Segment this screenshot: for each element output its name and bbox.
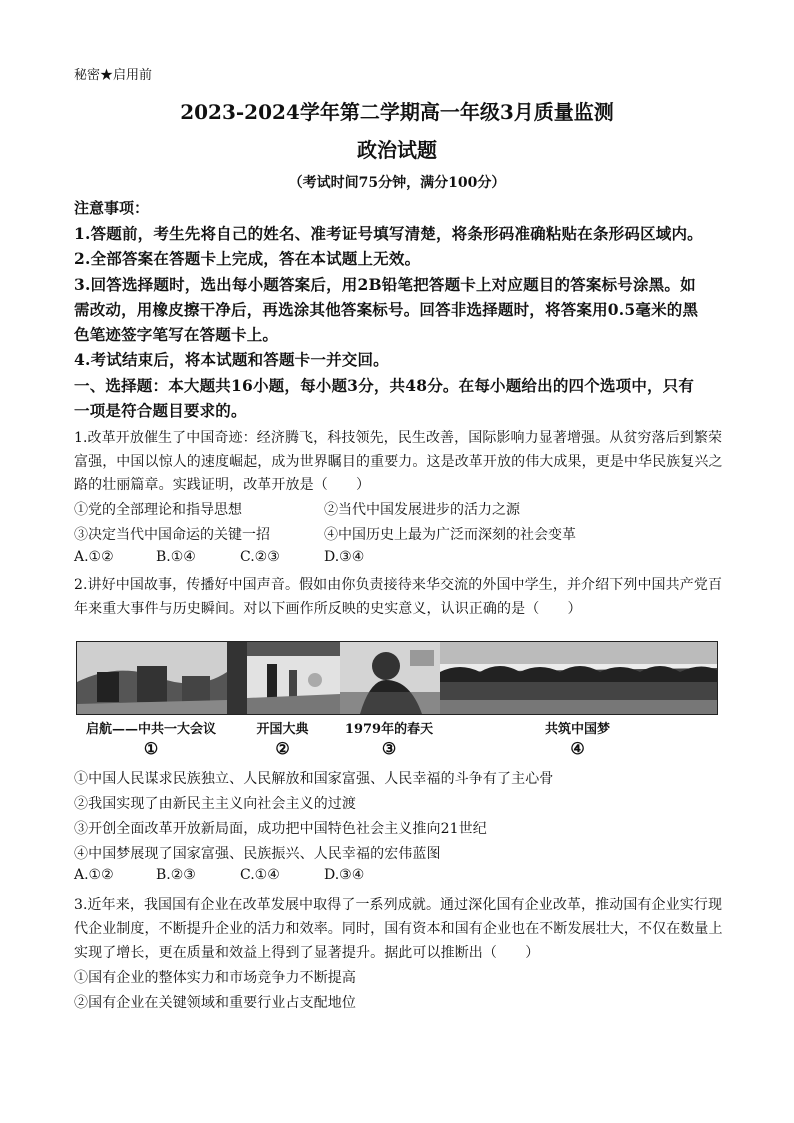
- q1-item: ④中国历史上最为广泛而深刻的社会变革: [324, 527, 576, 543]
- q2-item: ④中国梦展现了国家富强、民族振兴、人民幸福的宏伟蓝图: [74, 846, 441, 862]
- painting-2: [227, 642, 342, 714]
- section-heading: 一项是符合题目要求的。: [74, 401, 247, 420]
- q2-stem: 年来重大事件与历史瞬间。对以下画作所反映的史实意义，认识正确的是（ ）: [74, 601, 582, 617]
- q2-choice-a: A.①②: [74, 867, 114, 883]
- caption-number: ①: [143, 739, 159, 758]
- q1-stem: 1.改革开放催生了中国奇迹：经济腾飞，科技领先，民生改善，国际影响力显著增强。从贫穷落后到繁荣: [74, 430, 723, 446]
- notice-line: 4.考试结束后，将本试题和答题卡一并交回。: [74, 350, 389, 369]
- q1-item: ②当代中国发展进步的活力之源: [324, 502, 520, 518]
- q2-item: ③开创全面改革开放新局面，成功把中国特色社会主义推向21世纪: [74, 821, 487, 837]
- q1-choice-c: C.②③: [240, 549, 280, 565]
- caption-2: [226, 718, 339, 758]
- caption-text: 1979年的春天: [344, 722, 434, 737]
- q1-choice-a: A.①②: [74, 549, 114, 565]
- painting-1: [77, 642, 229, 714]
- q3-stem: 3.近年来，我国国有企业在改革发展中取得了一系列成就。通过深化国有企业改革，推动国有企业实行现: [74, 897, 723, 913]
- section-heading: 一、选择题：本大题共16小题，每小题3分，共48分。在每小题给出的四个选项中，只有: [74, 376, 695, 395]
- notice-line: 色笔迹签字笔写在答题卡上。: [74, 325, 279, 344]
- q1-stem: 富强，中国以惊人的速度崛起，成为世界瞩目的重要力。这是改革开放的伟大成果，更是中华民族复兴之: [74, 454, 723, 470]
- history-paintings: [76, 641, 718, 715]
- caption-3: [339, 718, 439, 758]
- q3-stem: 实现了增长，更在质量和效益上得到了显著提升。据此可以推断出（ ）: [74, 945, 540, 961]
- q1-choice-d: D.③④: [324, 549, 365, 565]
- notice-line: 2.全部答案在答题卡上完成，答在本试题上无效。: [74, 249, 421, 268]
- q1-stem: 路的壮丽篇章。实践证明，改革开放是（ ）: [74, 477, 371, 493]
- notice-line: 3.回答选择题时，选出每小题答案后，用2B铅笔把答题卡上对应题目的答案标号涂黑。如: [74, 275, 696, 294]
- q3-item: ①国有企业的整体实力和市场竞争力不断提高: [74, 970, 356, 986]
- caption-number: ④: [570, 739, 585, 758]
- caption-text: 开国大典: [256, 722, 309, 737]
- notice-heading: 注意事项：: [74, 199, 150, 217]
- q3-item: ②国有企业在关键领域和重要行业占支配地位: [74, 995, 356, 1011]
- painting-captions: [76, 718, 716, 758]
- q2-choice-b: B.②③: [156, 867, 196, 883]
- notice-line: 1.答题前，考生先将自己的姓名、准考证号填写清楚，将条形码准确粘贴在条形码区域内。: [74, 224, 703, 243]
- q2-item: ①中国人民谋求民族独立、人民解放和国家富强、人民幸福的斗争有了主心骨: [74, 771, 554, 787]
- caption-number: ②: [275, 739, 290, 758]
- painting-3: [340, 642, 442, 714]
- q2-choice-d: D.③④: [324, 867, 365, 883]
- q2-stem: 2.讲好中国故事，传播好中国声音。假如由你负责接待来华交流的外国中学生，并介绍下列中国共产党百: [74, 577, 723, 593]
- q3-stem: 代企业制度，不断提升企业的活力和效率。同时，国有资本和国有企业也在不断发展壮大，不仅在数量上: [74, 921, 723, 937]
- q1-item: ①党的全部理论和指导思想: [74, 502, 242, 518]
- caption-text: 共筑中国梦: [544, 722, 610, 737]
- q1-choice-b: B.①④: [156, 549, 196, 565]
- painting-4: [440, 642, 717, 714]
- caption-4: [439, 718, 716, 758]
- q1-item: ③决定当代中国命运的关键一招: [74, 527, 270, 543]
- caption-text: 启航——中共一大会议: [85, 722, 216, 737]
- q2-item: ②我国实现了由新民主主义向社会主义的过渡: [74, 796, 356, 812]
- caption-1: [76, 718, 226, 758]
- exam-info: （考试时间75分钟，满分100分）: [288, 175, 506, 191]
- subject-title: 政治试题: [357, 138, 437, 162]
- q2-choice-c: C.①④: [240, 867, 280, 883]
- caption-number: ③: [381, 739, 397, 758]
- secret-label: 秘密★启用前: [74, 68, 153, 83]
- exam-title: 2023-2024学年第二学期高一年级3月质量监测: [180, 100, 614, 124]
- notice-line: 需改动，用橡皮擦干净后，再选涂其他答案标号。回答非选择题时，将答案用0.5毫米的黑: [74, 300, 699, 319]
